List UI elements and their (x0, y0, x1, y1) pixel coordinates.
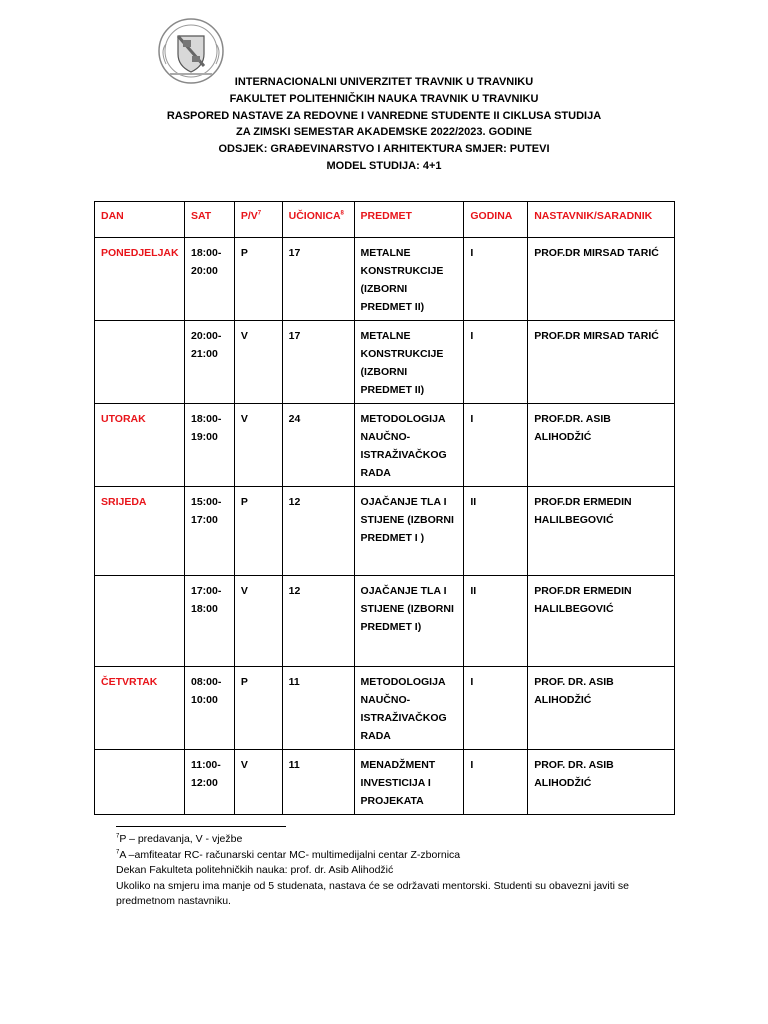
table-row (95, 667, 675, 750)
cell-day: PONEDJELJAK (95, 238, 185, 321)
table-row (95, 238, 675, 321)
cell-type: V (234, 750, 282, 815)
cell-day: SRIJEDA (95, 487, 185, 576)
cell-type: P (234, 487, 282, 576)
cell-time: 08:00- 10:00 (184, 667, 234, 750)
col-header-predmet: PREDMET (354, 202, 464, 238)
cell-teacher: PROF. DR. ASIB ALIHODŽIĆ (528, 667, 675, 750)
header-department: ODSJEK: GRAĐEVINARSTVO I ARHITEKTURA SMJER: PUTEVI (218, 143, 550, 156)
cell-time: 18:00- 19:00 (184, 404, 234, 487)
cell-year: II (464, 576, 528, 667)
cell-day: UTORAK (95, 404, 185, 487)
cell-subject: METODOLOGIJA NAUČNO-ISTRAŽIVAČKOG RADA (354, 404, 464, 487)
cell-time: 11:00- 12:00 (184, 750, 234, 815)
cell-room: 17 (282, 321, 354, 404)
cell-day: ČETVRTAK (95, 667, 185, 750)
cell-type: P (234, 238, 282, 321)
table-row (95, 750, 675, 815)
cell-year: I (464, 750, 528, 815)
cell-teacher: PROF.DR MIRSAD TARIĆ (528, 321, 675, 404)
cell-teacher: PROF.DR. ASIB ALIHODŽIĆ (528, 404, 675, 487)
cell-day (95, 576, 185, 667)
document-header (0, 74, 768, 175)
cell-teacher: PROF. DR. ASIB ALIHODŽIĆ (528, 750, 675, 815)
col-header-nastavnik: NASTAVNIK/SARADNIK (528, 202, 675, 238)
cell-subject: OJAČANJE TLA I STIJENE (IZBORNI PREDMET I) (354, 576, 464, 667)
header-study-model: MODEL STUDIJA: 4+1 (326, 159, 442, 172)
footnote-rooms: $^7$A –amfiteatar RC- računarski centar MC- multimedijalni centar Z-zbornica (116, 848, 461, 861)
cell-room: 12 (282, 576, 354, 667)
cell-time: 18:00- 20:00 (184, 238, 234, 321)
col-header-ucionica: UČIONICA$^8$ (282, 202, 354, 238)
col-header-pv: $P/V^7$ (234, 202, 282, 238)
cell-subject: METALNE KONSTRUKCIJE (IZBORNI PREDMET II) (354, 321, 464, 404)
table-row (95, 487, 675, 576)
schedule-table (94, 201, 675, 815)
table-row (95, 321, 675, 404)
cell-teacher: PROF.DR ERMEDIN HALILBEGOVIĆ (528, 576, 675, 667)
cell-room: 12 (282, 487, 354, 576)
header-schedule-title: RASPORED NASTAVE ZA REDOVNE I VANREDNE STUDENTE II CIKLUSA STUDIJA (166, 109, 602, 122)
cell-subject: METALNE KONSTRUKCIJE (IZBORNI PREDMET II) (354, 238, 464, 321)
footnote-lecture-types: $^7$P – predavanja, V - vježbe (116, 833, 243, 845)
footnote-divider (116, 826, 286, 827)
col-header-dan: DAN (95, 202, 185, 238)
footnote-dean: Dekan Fakulteta politehničkih nauka: prof. dr. Asib Alihodžić (116, 864, 394, 877)
cell-type: V (234, 576, 282, 667)
cell-year: II (464, 487, 528, 576)
cell-time: 17:00- 18:00 (184, 576, 234, 667)
col-header-sat: SAT (184, 202, 234, 238)
cell-room: 24 (282, 404, 354, 487)
cell-day (95, 321, 185, 404)
cell-type: V (234, 404, 282, 487)
cell-subject: MENADŽMENT INVESTICIJA I PROJEKATA (354, 750, 464, 815)
cell-room: 11 (282, 667, 354, 750)
cell-teacher: PROF.DR MIRSAD TARIĆ (528, 238, 675, 321)
footnote-mentorship: Ukoliko na smjeru ima manje od 5 studenata, nastava će se održavati mentorski. Studenti su obavezni javiti se predmetnom nastavniku. (116, 879, 630, 908)
cell-year: I (464, 238, 528, 321)
cell-room: 17 (282, 238, 354, 321)
cell-room: 11 (282, 750, 354, 815)
cell-time: 20:00- 21:00 (184, 321, 234, 404)
cell-teacher: PROF.DR ERMEDIN HALILBEGOVIĆ (528, 487, 675, 576)
cell-subject: OJAČANJE TLA I STIJENE (IZBORNI PREDMET I ) (354, 487, 464, 576)
table-row (95, 404, 675, 487)
col-header-godina: GODINA (464, 202, 528, 238)
cell-year: I (464, 321, 528, 404)
header-university: INTERNACIONALNI UNIVERZITET TRAVNIK U TRAVNIKU (234, 76, 534, 88)
header-faculty: FAKULTET POLITEHNIČKIH NAUKA TRAVNIK U TRAVNIKU (229, 92, 539, 105)
cell-type: V (234, 321, 282, 404)
cell-time: 15:00- 17:00 (184, 487, 234, 576)
table-header-row (95, 202, 675, 238)
footnotes (116, 832, 676, 910)
cell-year: I (464, 667, 528, 750)
cell-subject: METODOLOGIJA NAUČNO-ISTRAŽIVAČKOG RADA (354, 667, 464, 750)
table-row (95, 576, 675, 667)
cell-year: I (464, 404, 528, 487)
cell-type: P (234, 667, 282, 750)
cell-day (95, 750, 185, 815)
header-semester: ZA ZIMSKI SEMESTAR AKADEMSKE 2022/2023. GODINE (235, 126, 533, 139)
